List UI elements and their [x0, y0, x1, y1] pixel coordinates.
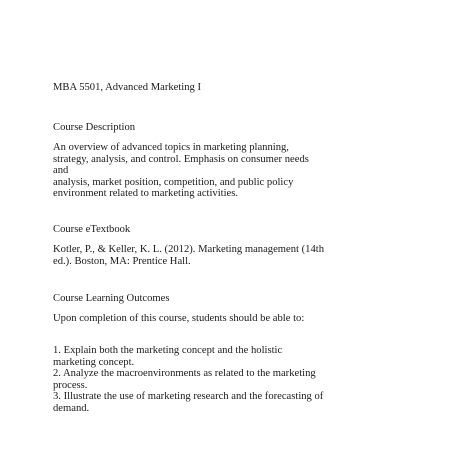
learning-outcomes-heading: Course Learning Outcomes — [53, 293, 170, 304]
course-description-line: strategy, analysis, and control. Emphasis on consumer needs — [53, 153, 309, 165]
course-etextbook-heading: Course eTextbook — [53, 224, 131, 235]
etextbook-citation-line: ed.). Boston, MA: Prentice Hall. — [53, 255, 191, 267]
learning-outcome-line: process. — [53, 379, 88, 391]
learning-outcomes-intro: Upon completion of this course, students should be able to: — [53, 313, 305, 324]
learning-outcome-line: marketing concept. — [53, 356, 135, 368]
course-description-line: environment related to marketing activities. — [53, 188, 239, 200]
course-description-line: An overview of advanced topics in marketing planning, — [53, 142, 289, 153]
course-description-line: and — [53, 165, 69, 177]
course-description-line: analysis, market position, competition, and public policy — [53, 176, 294, 188]
etextbook-citation-line: Kotler, P., & Keller, K. L. (2012). Marketing management (14th — [53, 244, 324, 255]
learning-outcome-line: demand. — [53, 403, 90, 414]
learning-outcome-line: 3. Illustrate the use of marketing research and the forecasting of — [53, 391, 324, 403]
learning-outcome-line: 2. Analyze the macroenvironments as related to the marketing — [53, 368, 316, 380]
learning-outcome-line: 1. Explain both the marketing concept and the holistic — [53, 345, 283, 356]
document-title: MBA 5501, Advanced Marketing I — [53, 82, 201, 93]
course-description-heading: Course Description — [53, 122, 136, 133]
